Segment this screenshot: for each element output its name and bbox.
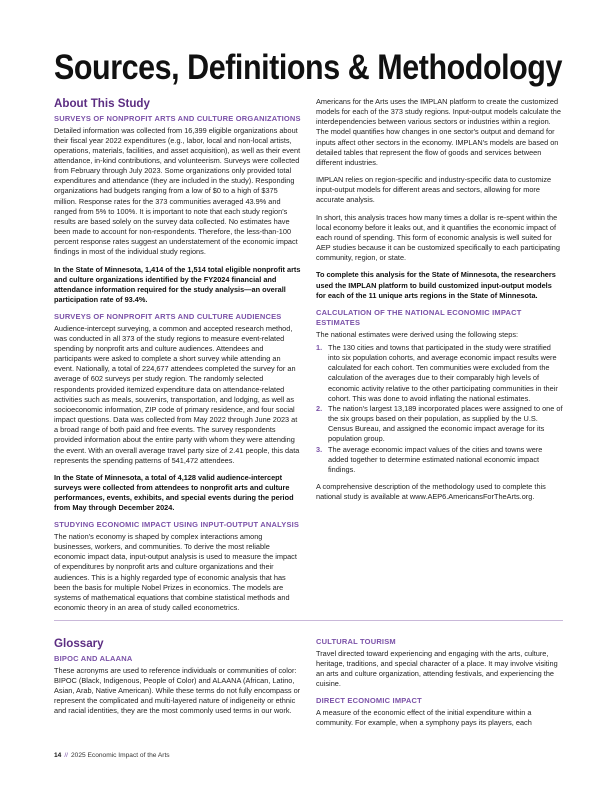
audience-surveys-heading: SURVEYS OF NONPROFIT ARTS AND CULTURE AUDIENCES (54, 312, 282, 322)
bipoc-term-definition: These acronyms are used to reference individuals or communities of color: BIPOC (Black, Indigenous, People of Color) and ALAANA (African, Latino, Asian, Arab, Native American). While these terms do not fully encompass or represent the complicated and multi-layered nature of indigeneity or ethnic and racial identities, they are the most commonly used terms in our work. (54, 665, 301, 716)
tourism-term-heading: CULTURAL TOURISM (316, 637, 396, 646)
direct-impact-term-definition: A measure of the economic effect of the initial expenditure within a community. For example, when a symphony pays its players, each (316, 707, 532, 727)
step-number: 3. (316, 444, 323, 454)
glossary-heading: Glossary (54, 637, 104, 650)
input-output-body: The nation's economy is shaped by complex interactions among businesses, workers, and communities. To derive the most reliable economic impact data, input-output analysis is used to measure the impact of expenditures by nonprofit arts and culture organizations and their audiences. This is a highly regarded type of economic analysis that has been the basis for multiple Nobel Prizes in economics. The models are systems of mathematical equations that combine statistical methods and economic theory in an area of study called econometrics. (54, 531, 297, 613)
national-estimates-heading: CALCULATION OF THE NATIONAL ECONOMIC IMPACT ESTIMATES (316, 307, 522, 328)
step-number: 2. (316, 403, 323, 413)
state-analysis-result: To complete this analysis for the State of Minnesota, the researchers used the IMPLAN platform to build customized input-output models for each of the 11 unique arts regions in the State of Minnesota. (316, 270, 556, 300)
org-surveys-heading: SURVEYS OF NONPROFIT ARTS AND CULTURE ORGANIZATIONS (54, 114, 301, 123)
glossary-column-right (316, 637, 563, 735)
step-text: The 130 cities and towns that participated in the study were stratified into six population cohorts, and average economic impact results were calculated for each cohort. Ten communities were excluded from the calculation of the averages due to their comparably high levels of economic activity relative to the other participating communities in their cohort. This was done to avoid inflating the national estimates. (328, 342, 558, 403)
footer-separator: // (64, 752, 69, 759)
about-column-right (316, 97, 563, 509)
about-heading: About This Study (54, 97, 150, 110)
step-text: The average economic impact values of the cities and towns were added together to determine estimated national economic impact findings. (328, 444, 543, 474)
methodology-link-paragraph: A comprehensive description of the methodology used to complete this national study is available at www.AEP6.AmericansForTheArts.org. (316, 482, 546, 502)
national-estimates-intro: The national estimates were derived using the following steps: (316, 329, 519, 339)
analysis-summary-paragraph: In short, this analysis traces how many times a dollar is re-spent within the local economy before it leaks out, and it quantifies the economic impact of each round of spending. This form of economic analysis is well suited for AEP studies because it can be customized specifically to each participating community, region, or state. (316, 212, 560, 263)
input-output-heading: STUDYING ECONOMIC IMPACT USING INPUT-OUTPUT ANALYSIS (54, 520, 300, 530)
national-estimates-steps (316, 343, 563, 475)
page-title: Sources, Definitions & Methodology (54, 48, 562, 87)
about-column-left (54, 97, 301, 620)
implan-data-paragraph: IMPLAN relies on region-specific and industry-specific data to customize input-output models for different areas and sectors, allowing for more accurate analysis. (316, 175, 552, 205)
glossary-column-left (54, 637, 301, 723)
section-divider (54, 620, 563, 621)
step-item (316, 404, 563, 445)
step-text: The nation's largest 13,189 incorporated places were assigned to one of the six groups based on their population, as supplied by the U.S. Census Bureau, and assigned the economic impact average for its population group. (328, 403, 563, 444)
page-number: 14 (54, 752, 62, 759)
step-number: 1. (316, 342, 323, 352)
step-item (316, 445, 563, 475)
page-footer (54, 751, 170, 760)
bipoc-term-heading: BIPOC AND ALAANA (54, 654, 133, 663)
step-item (316, 343, 563, 404)
org-surveys-body: Detailed information was collected from 16,399 eligible organizations about their fiscal year 2022 expenditures (e.g., labor, local and non-local artists, operations, materials, facilities, and asset acquisition), as well as their event attendance, in-kind contributions, and volunteerism. Surveys were collected from February through July 2023. Some organizations only provided total expenditures and attendance (they are included in the study). Responding organizations had budgets ranging from a low of $0 to a high of $375 million. Response rates for the 373 communities averaged 43.9% and ranged from 5% to 100%. It is important to note that each study region's results are based solely on the survey data collected. No estimates have been made to account for non-respondents. Therefore, the less-than-100 percent response rates suggest an understatement of the economic impact findings in most of the individual study regions. (54, 125, 301, 257)
audience-surveys-state-result: In the State of Minnesota, a total of 4,128 valid audience-intercept surveys were collected from attendees to nonprofit arts and culture performances, events, exhibits, and special events during the period from May through December 2024. (54, 472, 294, 513)
audience-surveys-body: Audience-intercept surveying, a common and accepted research method, was conducted in all 373 of the study regions to measure event-related spending by nonprofit arts and culture audiences. Attendees and participants were asked to complete a short survey while attending an event. Nationally, a total of 224,677 attendees completed the survey for an average of 602 surveys per study region. The randomly selected respondents provided itemized expenditure data on attendance-related activities such as meals, souvenirs, transportation, and lodging, as well as socioeconomic information, ZIP code of primary residence, and four social impact questions. Data was collected from May 2022 through June 2023 at a broad range of both paid and free events. The survey respondents provided information about the entire party with whom they were attending the event. With an overall average travel party size of 2.41 people, this data represents the spending patterns of 541,472 attendees. (54, 323, 300, 465)
direct-impact-term-heading: DIRECT ECONOMIC IMPACT (316, 696, 422, 706)
org-surveys-state-result: In the State of Minnesota, 1,414 of the 1,514 total eligible nonprofit arts and culture organizations identified by the FY2024 financial and attendance information required for the study analysis—an overall participation rate of 93.4%. (54, 264, 301, 304)
implan-paragraph: Americans for the Arts uses the IMPLAN platform to create the customized models for each of the 373 study regions. Input-output models calculate the interdependencies between various sectors or industries within a region. The model quantifies how changes in one sector's output and demand for inputs affect other sectors in the economy. IMPLAN's models are based on detailed tables that represent the flow of goods and services between different industries. (316, 97, 561, 167)
publication-title: 2025 Economic Impact of the Arts (71, 752, 170, 759)
tourism-term-definition: Travel directed toward experiencing and engaging with the arts, culture, heritage, traditions, and special character of a place. It may involve visiting an arts and culture organization, attending festivals, and experiencing the cuisine. (316, 648, 558, 688)
